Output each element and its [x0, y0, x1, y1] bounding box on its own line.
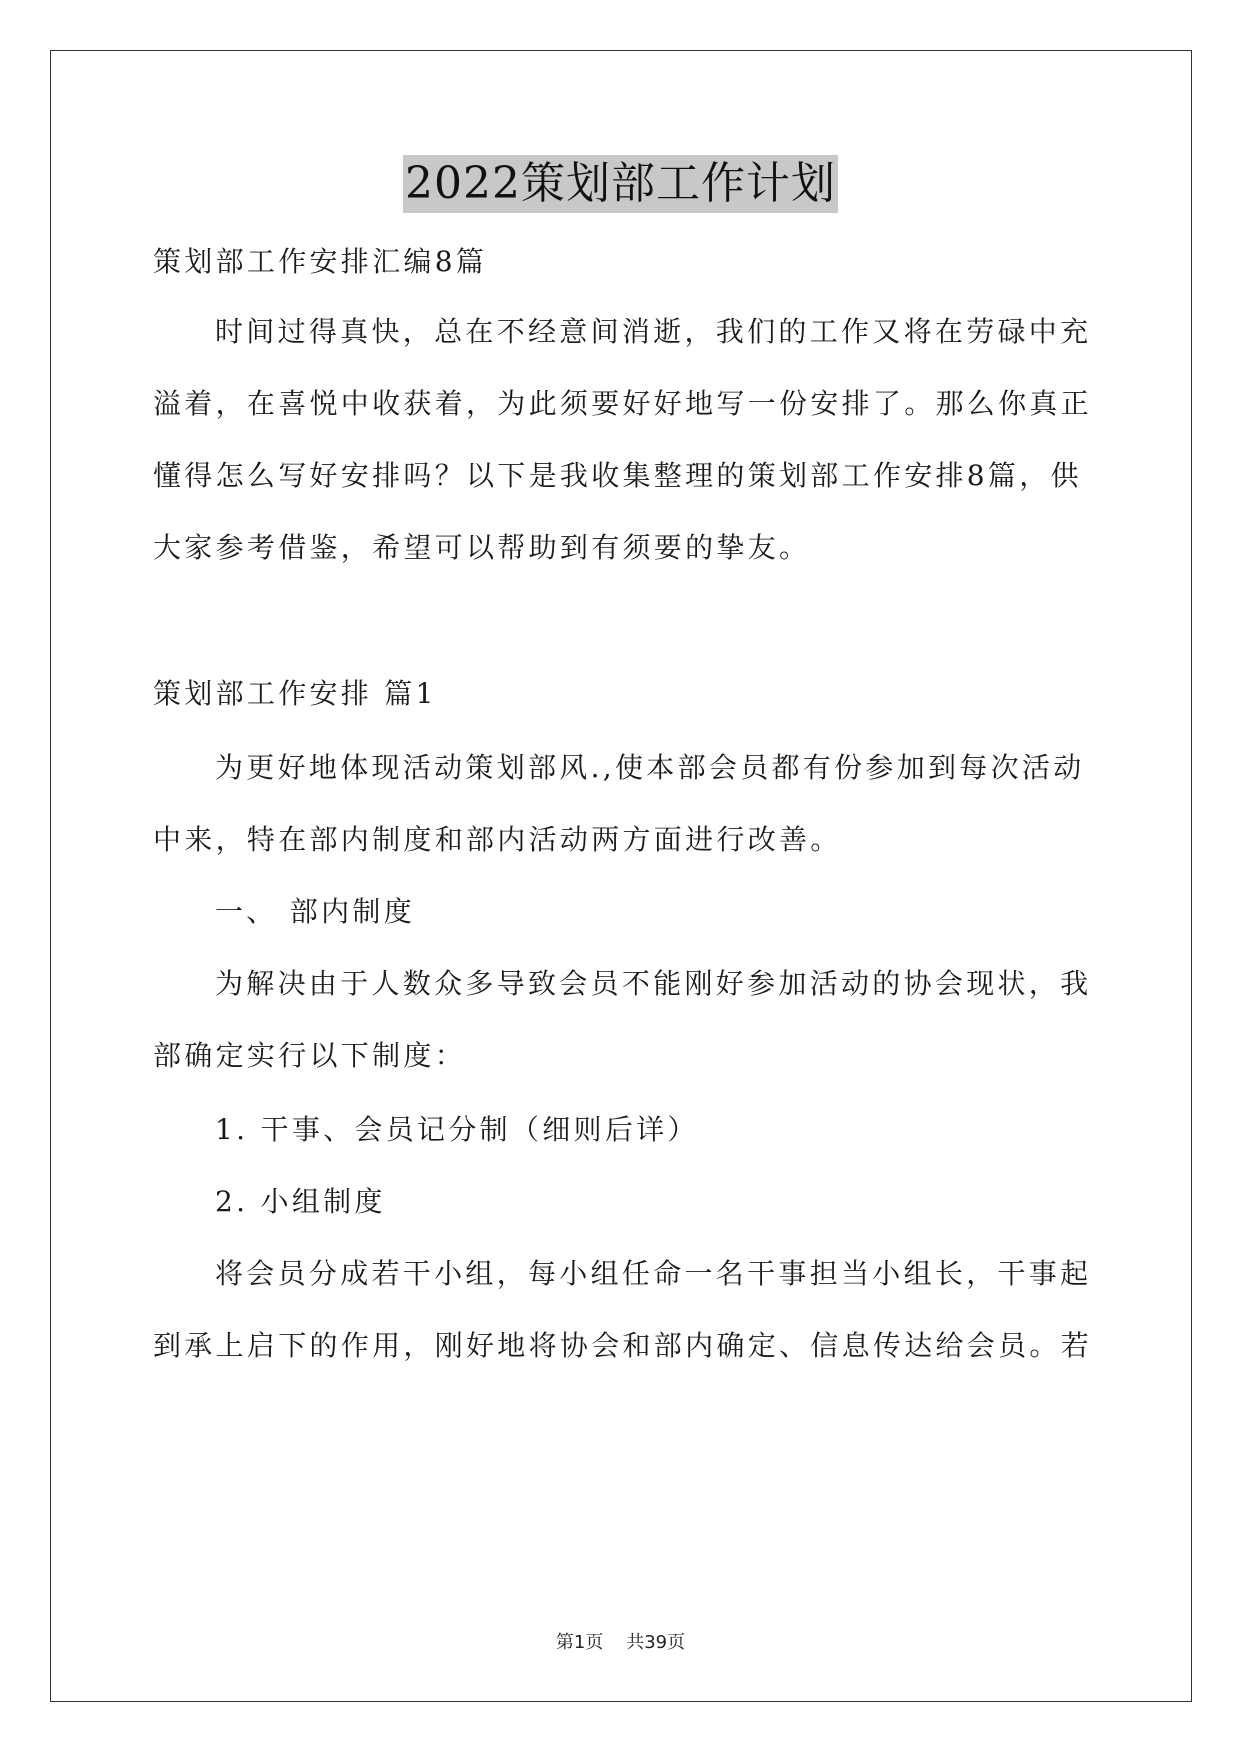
body-line: 到承上启下的作用，刚好地将协会和部内确定、信息传达给会员。若: [153, 1329, 1093, 1362]
title-block: [0, 155, 1241, 213]
body-line: 为更好地体现活动策划部风.,使本部会员都有份参加到每次活动: [215, 751, 1085, 784]
list-item: 2. 小组制度: [215, 1185, 386, 1218]
subsection-heading: 一、 部内制度: [215, 895, 416, 928]
page-border: [50, 50, 1192, 1702]
list-item: 1. 干事、会员记分制（细则后详）: [215, 1113, 699, 1146]
body-line: 将会员分成若干小组，每小组任命一名干事担当小组长，干事起: [215, 1257, 1092, 1290]
document-title: 2022策划部工作计划: [403, 155, 838, 213]
intro-line: 溢着，在喜悦中收获着，为此须要好好地写一份安排了。那么你真正: [153, 387, 1093, 420]
section-heading: 策划部工作安排 篇1: [153, 677, 437, 710]
body-line: 为解决由于人数众多导致会员不能刚好参加活动的协会现状，我: [215, 967, 1092, 1000]
intro-line: 时间过得真快，总在不经意间消逝，我们的工作又将在劳碌中充: [215, 315, 1092, 348]
page-number-footer: 第1页 共39页: [555, 1632, 686, 1653]
document-subtitle: 策划部工作安排汇编8篇: [153, 245, 488, 278]
intro-line: 懂得怎么写好安排吗？以下是我收集整理的策划部工作安排8篇，供: [153, 459, 1082, 492]
body-line: 部确定实行以下制度：: [153, 1039, 467, 1072]
body-line: 中来，特在部内制度和部内活动两方面进行改善。: [153, 823, 842, 856]
intro-line: 大家参考借鉴，希望可以帮助到有须要的挚友。: [153, 531, 811, 564]
